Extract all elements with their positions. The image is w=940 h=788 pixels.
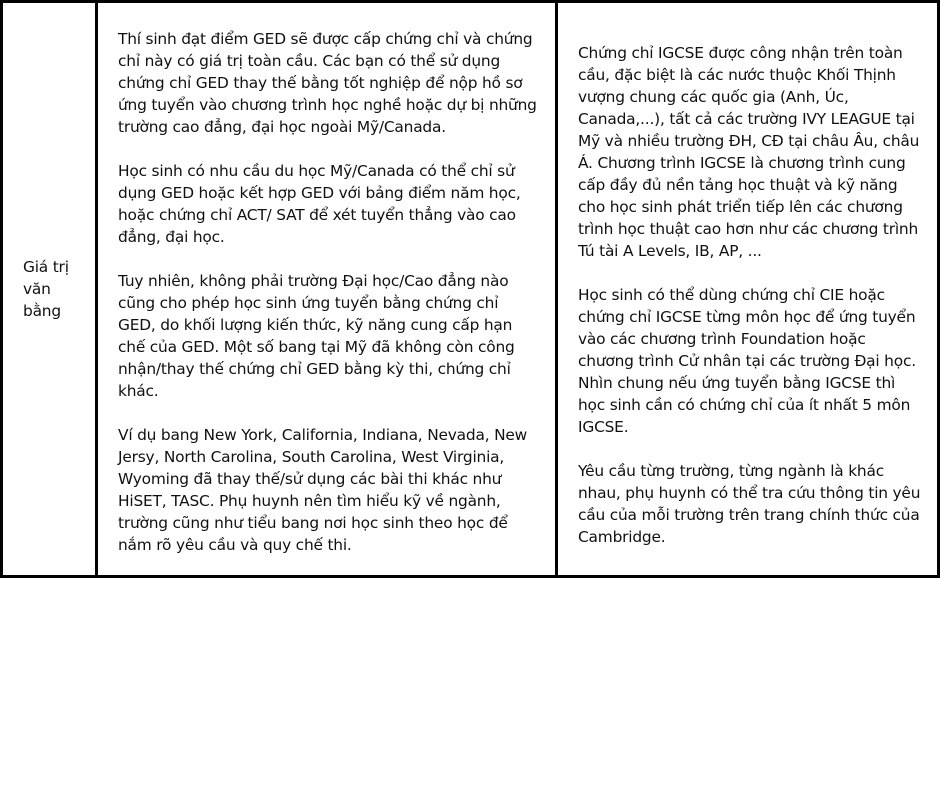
igcse-paragraph-admission: Học sinh có thể dùng chứng chỉ CIE hoặc chứng chỉ IGCSE từng môn học để ứng tuyển vào các chương trình Foundation hoặc chương trình Cử nhân tại các trường Đại học. Nhìn chung nếu ứng tuyển bằng IGCSE thì học sinh cần có chứng chỉ của ít nhất 5 môn IGCSE. [578,286,916,436]
ged-paragraph-state-examples: Ví dụ bang New York, California, Indiana, Nevada, New Jersy, North Carolina, South Carolina, West Virginia, Wyoming đã thay thế/sử dụng các bài thi khác như HiSET, TASC. Phụ huynh nên tìm hiểu kỹ về ngành, trường cũng như tiểu bang nơi học sinh theo học để nắm rõ yêu cầu và quy chế thi. [118,426,528,554]
row-label: Giá trị văn bằng [23,258,69,320]
ged-paragraph-limitations: Tuy nhiên, không phải trường Đại học/Cao đẳng nào cũng cho phép học sinh ứng tuyển bằng chứng chỉ GED, do khối lượng kiến thức, kỹ năng cung cấp hạn chế của GED. Một số bang tại Mỹ đã không còn công nhận/thay thế chứng chỉ GED bằng kỳ thi, chứng chỉ khác. [118,272,515,400]
igcse-content [578,42,923,548]
ged-paragraph-us-canada: Học sinh có nhu cầu du học Mỹ/Canada có thể chỉ sử dụng GED hoặc kết hợp GED với bảng điểm năm học, hoặc chứng chỉ ACT/ SAT để xét tuyển thẳng vào cao đẳng, đại học. [118,162,521,246]
igcse-paragraph-requirements: Yêu cầu từng trường, từng ngành là khác nhau, phụ huynh có thể tra cứu thông tin yêu cầu của mỗi trường trên trang chính thức của Cambridge. [578,462,921,546]
ged-value-cell [98,3,558,575]
igcse-value-cell [558,3,937,575]
ged-content [118,28,537,556]
ged-paragraph-global-validity: Thí sinh đạt điểm GED sẽ được cấp chứng chỉ và chứng chỉ này có giá trị toàn cầu. Các bạn có thể sử dụng chứng chỉ GED thay thế bằng tốt nghiệp để nộp hồ sơ ứng tuyển vào chương trình học nghề hoặc dự bị những trường cao đẳng, đại học ngoài Mỹ/Canada. [118,30,537,136]
row-label-cell [3,3,98,575]
igcse-paragraph-recognition: Chứng chỉ IGCSE được công nhận trên toàn cầu, đặc biệt là các nước thuộc Khối Thịnh vượng chung các quốc gia (Anh, Úc, Canada,...), tất cả các trường IVY LEAGUE tại Mỹ và nhiều trường ĐH, CĐ tại châu Âu, châu Á. Chương trình IGCSE là chương trình cung cấp đầy đủ nền tảng học thuật và kỹ năng cho học sinh phát triển tiếp lên các chương trình học thuật cao hơn như các chương trình Tú tài A Levels, IB, AP, ... [578,44,920,260]
